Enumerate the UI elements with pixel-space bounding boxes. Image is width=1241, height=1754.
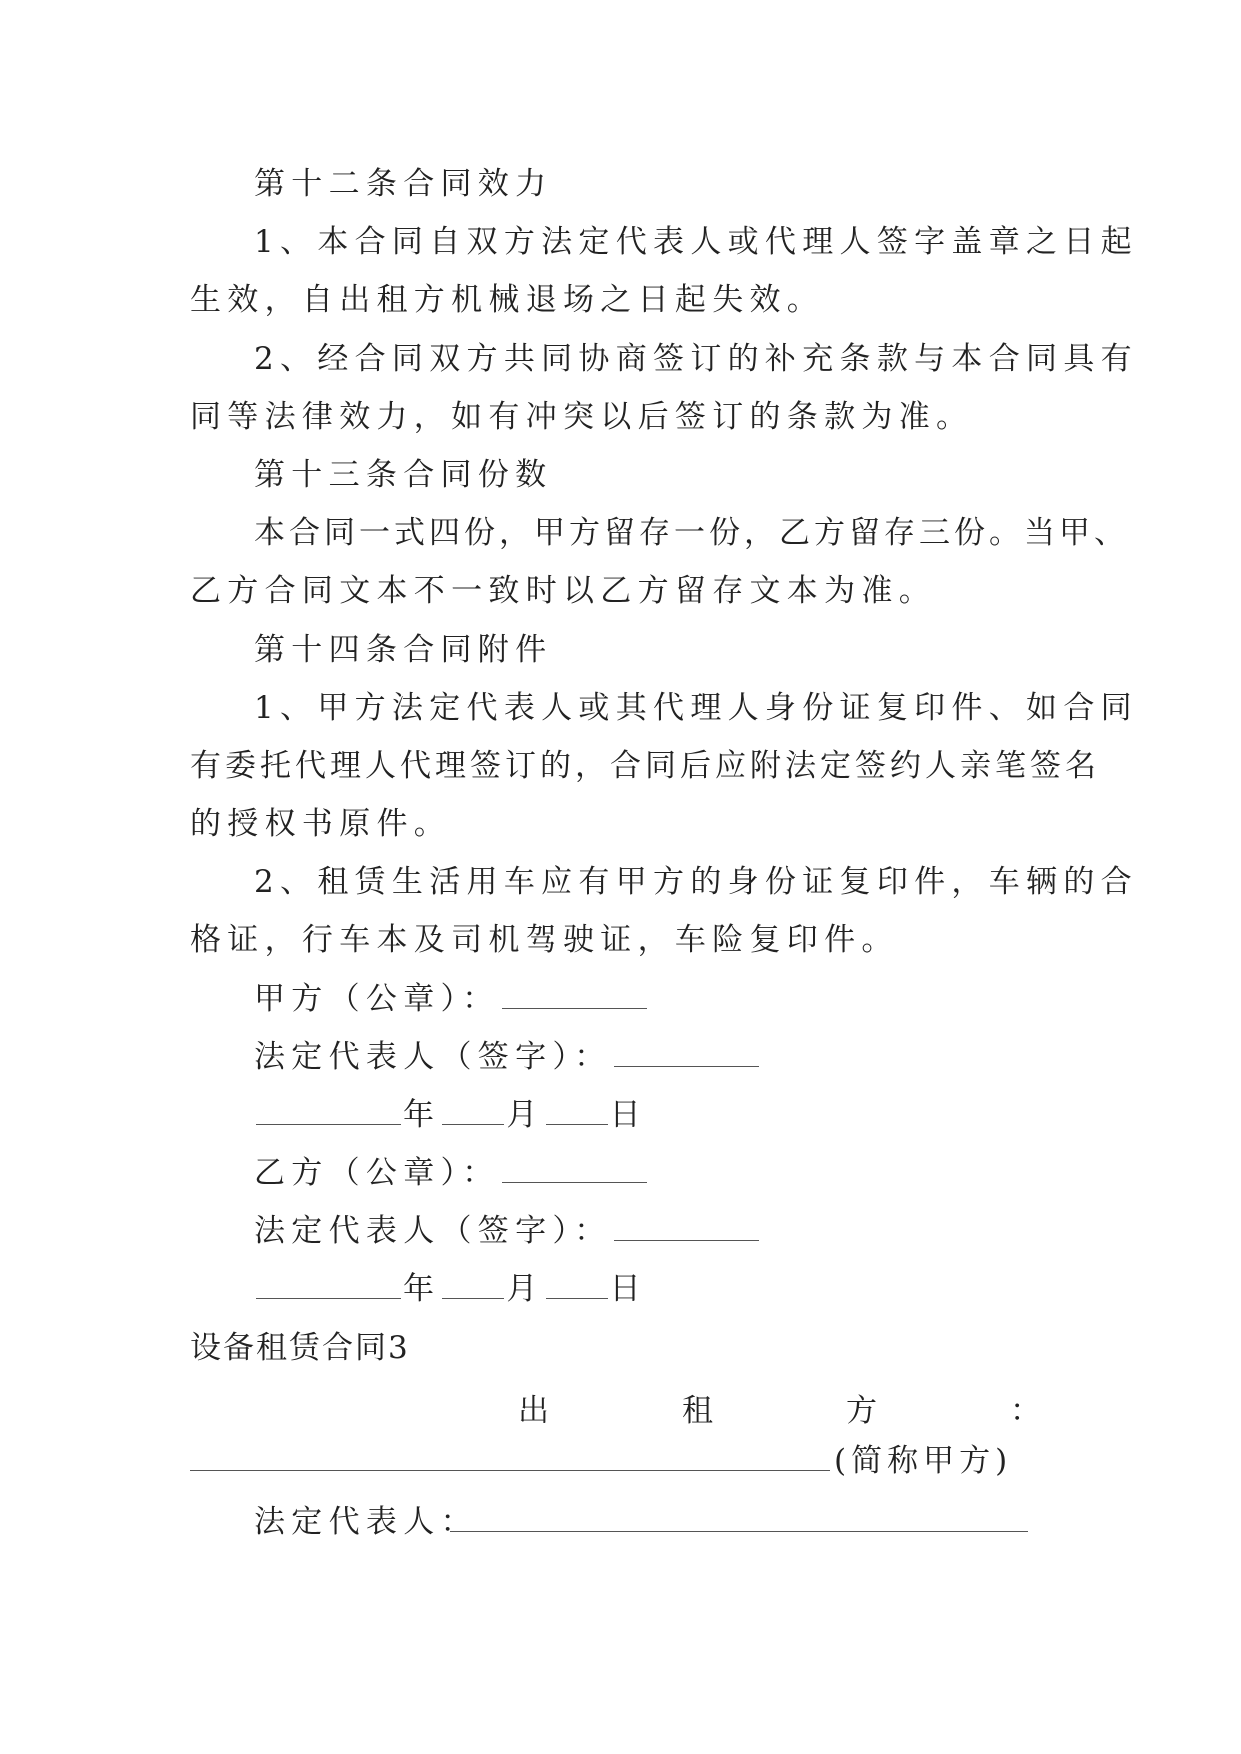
day-label: 日 bbox=[609, 1271, 647, 1307]
party-b-seal-label: 乙方（公章）： bbox=[254, 1155, 500, 1191]
article-14-title: 第十四条合同附件 bbox=[254, 632, 553, 668]
article-12-clause-1-line-2: 生效，自出租方机械退场之日起失效。 bbox=[190, 282, 825, 318]
party-a-seal-label: 甲方（公章）： bbox=[254, 981, 500, 1017]
article-13-paragraph-line-1: 本合同一式四份，甲方留存一份，乙方留存三份。当甲、 bbox=[254, 515, 1129, 551]
article-14-clause-1-line-2: 有委托代理人代理签订的，合同后应附法定签约人亲笔签名 bbox=[190, 748, 1100, 784]
day-label: 日 bbox=[609, 1097, 647, 1133]
article-12-clause-2-line-2: 同等法律效力，如有冲突以后签订的条款为准。 bbox=[190, 399, 974, 435]
lessor-label-char-1: 出 bbox=[518, 1393, 549, 1429]
contract-3-title: 设备租赁合同3 bbox=[190, 1330, 410, 1366]
party-b-date-row bbox=[254, 1269, 647, 1309]
year-label: 年 bbox=[403, 1271, 441, 1307]
party-a-rep-blank[interactable] bbox=[614, 1040, 759, 1067]
article-14-clause-1-line-3: 的授权书原件。 bbox=[190, 806, 452, 842]
party-b-rep-blank[interactable] bbox=[614, 1214, 759, 1241]
party-a-month-blank[interactable] bbox=[442, 1098, 504, 1125]
legal-rep-blank[interactable] bbox=[450, 1531, 1028, 1532]
article-13-title: 第十三条合同份数 bbox=[254, 457, 553, 493]
month-label: 月 bbox=[506, 1271, 544, 1307]
lessor-label-char-3: 方 bbox=[846, 1393, 877, 1429]
party-a-year-blank[interactable] bbox=[256, 1098, 401, 1125]
legal-rep-label: 法定代表人： bbox=[254, 1504, 478, 1540]
year-label: 年 bbox=[403, 1097, 441, 1133]
article-12-clause-2-line-1: 2、经合同双方共同协商签订的补充条款与本合同具有 bbox=[254, 341, 1138, 377]
article-14-clause-1-line-1: 1、甲方法定代表人或其代理人身份证复印件、如合同 bbox=[254, 690, 1138, 726]
article-14-clause-2-line-2: 格证，行车本及司机驾驶证，车险复印件。 bbox=[190, 922, 899, 958]
party-a-rep-row bbox=[254, 1037, 761, 1077]
party-b-seal-blank[interactable] bbox=[502, 1156, 647, 1183]
month-label: 月 bbox=[506, 1097, 544, 1133]
party-a-rep-label: 法定代表人（签字）： bbox=[254, 1039, 612, 1075]
article-13-paragraph-line-2: 乙方合同文本不一致时以乙方留存文本为准。 bbox=[190, 573, 936, 609]
party-b-month-blank[interactable] bbox=[442, 1272, 504, 1299]
party-b-rep-row bbox=[254, 1211, 761, 1251]
lessor-label-colon: ： bbox=[1010, 1393, 1041, 1429]
party-a-seal-row bbox=[254, 979, 649, 1019]
party-a-seal-blank[interactable] bbox=[502, 982, 647, 1009]
party-b-rep-label: 法定代表人（签字）： bbox=[254, 1213, 612, 1249]
article-12-title: 第十二条合同效力 bbox=[254, 166, 553, 202]
party-a-day-blank[interactable] bbox=[546, 1098, 608, 1125]
party-b-year-blank[interactable] bbox=[256, 1272, 401, 1299]
lessor-abbrev: (简称甲方) bbox=[834, 1443, 1013, 1479]
lessor-name-blank[interactable] bbox=[190, 1470, 830, 1471]
party-b-day-blank[interactable] bbox=[546, 1272, 608, 1299]
lessor-label-char-2: 租 bbox=[682, 1393, 713, 1429]
article-12-clause-1-line-1: 1、本合同自双方法定代表人或代理人签字盖章之日起 bbox=[254, 224, 1138, 260]
article-14-clause-2-line-1: 2、租赁生活用车应有甲方的身份证复印件，车辆的合 bbox=[254, 864, 1138, 900]
party-a-date-row bbox=[254, 1095, 647, 1135]
party-b-seal-row bbox=[254, 1153, 649, 1193]
